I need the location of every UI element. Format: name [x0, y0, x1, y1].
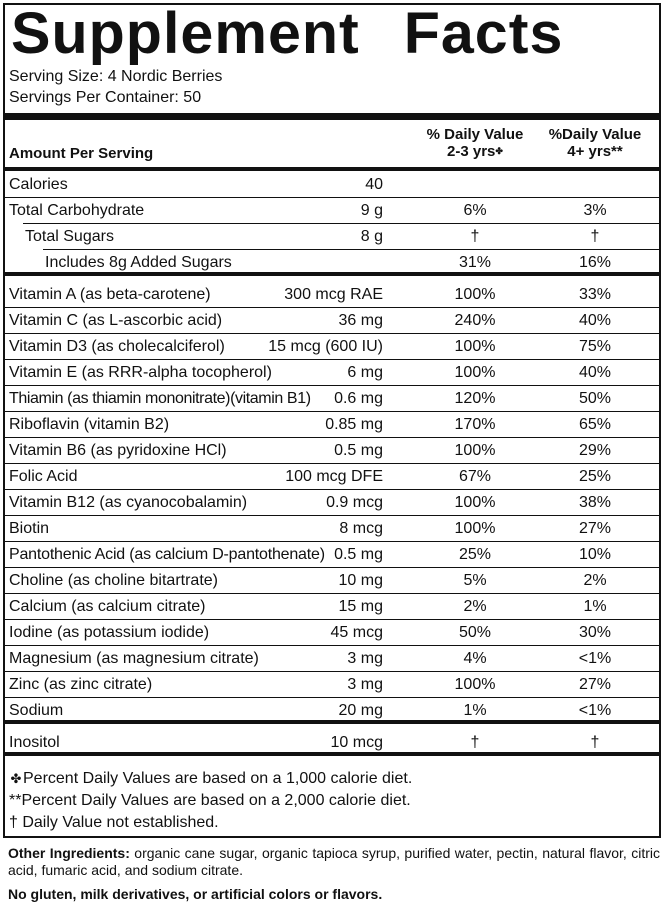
- footnote-1000-calorie: ✤Percent Daily Values are based on a 1,000 calorie diet.: [9, 768, 412, 790]
- footnote-2000-calorie: **Percent Daily Values are based on a 2,000 calorie diet.: [9, 792, 411, 809]
- dv-4plus-value: <1%: [578, 702, 612, 719]
- table-row: [5, 730, 659, 756]
- nutrient-amount: 15 mg: [338, 598, 383, 615]
- table-row: [5, 250, 659, 276]
- nutrient-amount: 0.9 mcg: [326, 494, 383, 511]
- table-row: [5, 672, 659, 698]
- nutrient-name: Includes 8g Added Sugars: [45, 254, 232, 271]
- nutrient-amount: 3 mg: [347, 650, 383, 667]
- nutrient-name: Pantothenic Acid (as calcium D-pantothenate): [9, 546, 325, 563]
- dv-4plus-value: 40%: [578, 364, 612, 381]
- amount-per-serving-header: Amount Per Serving: [9, 145, 154, 162]
- nutrient-name: Riboflavin (vitamin B2): [9, 416, 170, 433]
- table-row: [5, 464, 659, 490]
- panel-title: Supplement Facts: [11, 1, 564, 66]
- nutrient-name: Vitamin E (as RRR-alpha tocopherol): [9, 364, 272, 381]
- nutrient-amount: 0.85 mg: [325, 416, 383, 433]
- table-row: [5, 282, 659, 308]
- nutrient-name: Sodium: [9, 702, 64, 719]
- table-row: [5, 308, 659, 334]
- nutrient-name: Vitamin B12 (as cyanocobalamin): [9, 494, 248, 511]
- table-row: [5, 172, 659, 198]
- nutrient-amount: 10 mcg: [330, 734, 383, 751]
- dv-4plus-value: 27%: [578, 520, 612, 537]
- dv-4plus-value: 40%: [578, 312, 612, 329]
- dv-2-3-value: 100%: [454, 338, 496, 355]
- nutrient-amount: 8 g: [360, 228, 383, 245]
- table-row: [5, 334, 659, 360]
- dv-2-3-value: 5%: [463, 572, 487, 589]
- nutrient-amount: 8 mcg: [339, 520, 383, 537]
- dv-2-3-value: †: [470, 228, 480, 245]
- dv-4plus-value: 2%: [583, 572, 607, 589]
- dv-2-3-value: 50%: [458, 624, 492, 641]
- allergen-statement: No gluten, milk derivatives, or artificial colors or flavors.: [8, 886, 383, 902]
- footnote-dv-not-established: † Daily Value not established.: [9, 814, 219, 831]
- dv-4plus-value: 50%: [578, 390, 612, 407]
- quad-dot-symbol-icon: ✤: [10, 771, 22, 786]
- nutrient-name: Thiamin (as thiamin mononitrate)(vitamin B1): [9, 390, 311, 407]
- nutrient-amount: 20 mg: [338, 702, 383, 719]
- table-row: [5, 360, 659, 386]
- nutrient-amount: 100 mcg DFE: [285, 468, 383, 485]
- table-row: [5, 646, 659, 672]
- nutrient-name: Vitamin D3 (as cholecalciferol): [9, 338, 225, 355]
- nutrient-name: Calcium (as calcium citrate): [9, 598, 206, 615]
- table-row: [5, 516, 659, 542]
- table-row: [5, 698, 659, 724]
- table-row: [5, 412, 659, 438]
- dv-2-3-value: 100%: [454, 442, 496, 459]
- dv-2-3-value: 2%: [463, 598, 487, 615]
- dv-2-3-value: †: [470, 734, 480, 751]
- dv-2-3-value: 100%: [454, 364, 496, 381]
- nutrient-name: Vitamin B6 (as pyridoxine HCl): [9, 442, 227, 459]
- supplement-facts-panel: [3, 3, 661, 838]
- nutrient-amount: 6 mg: [347, 364, 383, 381]
- row-divider: [5, 752, 659, 756]
- table-row: [5, 224, 659, 250]
- dv-2-3-value: 31%: [458, 254, 492, 271]
- dv-2-3-header: % Daily Value 2-3 yrs✤: [426, 126, 524, 160]
- nutrient-name: Inositol: [9, 734, 60, 751]
- dv-2-3-value: 67%: [458, 468, 492, 485]
- dv-4plus-value: 75%: [578, 338, 612, 355]
- amount-divider: [5, 167, 659, 171]
- servings-per-container: Servings Per Container: 50: [9, 89, 202, 106]
- dv-2-3-value: 100%: [454, 520, 496, 537]
- table-row: [5, 620, 659, 646]
- dv-2-3-value: 170%: [454, 416, 496, 433]
- nutrient-name: Biotin: [9, 520, 50, 537]
- nutrient-name: Vitamin C (as L-ascorbic acid): [9, 312, 223, 329]
- dv-4plus-value: 65%: [578, 416, 612, 433]
- nutrient-amount: 0.5 mg: [334, 442, 383, 459]
- nutrient-name: Folic Acid: [9, 468, 78, 485]
- dv-2-3-value: 25%: [458, 546, 492, 563]
- quad-dot-symbol-icon: ✤: [495, 146, 503, 156]
- nutrient-amount: 45 mcg: [330, 624, 383, 641]
- dv-4plus-value: 3%: [583, 202, 607, 219]
- dv-4plus-value: 33%: [578, 286, 612, 303]
- dv-4plus-value: 25%: [578, 468, 612, 485]
- table-row: [5, 568, 659, 594]
- header-divider: [5, 113, 659, 120]
- nutrient-name: Magnesium (as magnesium citrate): [9, 650, 259, 667]
- nutrient-amount: 36 mg: [338, 312, 383, 329]
- dv-4plus-value: 1%: [583, 598, 607, 615]
- nutrient-name: Vitamin A (as beta-carotene): [9, 286, 211, 303]
- dv-4plus-value: <1%: [578, 650, 612, 667]
- serving-size: Serving Size: 4 Nordic Berries: [9, 68, 223, 85]
- row-divider: [5, 720, 659, 724]
- nutrient-amount: 40: [365, 176, 383, 193]
- dv-2-3-value: 240%: [454, 312, 496, 329]
- table-row: [5, 438, 659, 464]
- dv-4plus-header: %Daily Value 4+ yrs**: [548, 126, 642, 160]
- dv-2-3-value: 4%: [463, 650, 487, 667]
- dv-2-3-value: 100%: [454, 494, 496, 511]
- nutrient-amount: 10 mg: [338, 572, 383, 589]
- nutrient-name: Total Carbohydrate: [9, 202, 145, 219]
- other-ingredients: Other Ingredients: organic cane sugar, organic tapioca syrup, purified water, pectin, natural flavor, citric acid, fumaric acid, and sodium citrate.: [8, 845, 660, 878]
- dv-4plus-value: 30%: [578, 624, 612, 641]
- nutrient-name: Choline (as choline bitartrate): [9, 572, 218, 589]
- nutrient-name: Calories: [9, 176, 68, 193]
- dv-2-3-value: 100%: [454, 676, 496, 693]
- nutrient-amount: 15 mcg (600 IU): [268, 338, 383, 355]
- table-row: [5, 386, 659, 412]
- nutrient-name: Total Sugars: [25, 228, 114, 245]
- nutrient-amount: 9 g: [360, 202, 383, 219]
- dv-4plus-value: 16%: [578, 254, 612, 271]
- row-divider: [5, 272, 659, 276]
- dv-4plus-value: †: [590, 228, 600, 245]
- table-row: [5, 490, 659, 516]
- nutrient-name: Zinc (as zinc citrate): [9, 676, 153, 693]
- nutrient-amount: 0.5 mg: [334, 546, 383, 563]
- dv-2-3-value: 100%: [454, 286, 496, 303]
- dv-4plus-value: 29%: [578, 442, 612, 459]
- nutrient-amount: 0.6 mg: [334, 390, 383, 407]
- table-row: [5, 198, 659, 224]
- nutrient-amount: 3 mg: [347, 676, 383, 693]
- dv-4plus-value: 38%: [578, 494, 612, 511]
- table-row: [5, 594, 659, 620]
- dv-2-3-value: 1%: [463, 702, 487, 719]
- nutrient-name: Iodine (as potassium iodide): [9, 624, 210, 641]
- nutrient-amount: 300 mcg RAE: [284, 286, 383, 303]
- dv-4plus-value: 27%: [578, 676, 612, 693]
- table-row: [5, 542, 659, 568]
- dv-2-3-value: 120%: [454, 390, 496, 407]
- dv-4plus-value: †: [590, 734, 600, 751]
- dv-4plus-value: 10%: [578, 546, 612, 563]
- dv-2-3-value: 6%: [463, 202, 487, 219]
